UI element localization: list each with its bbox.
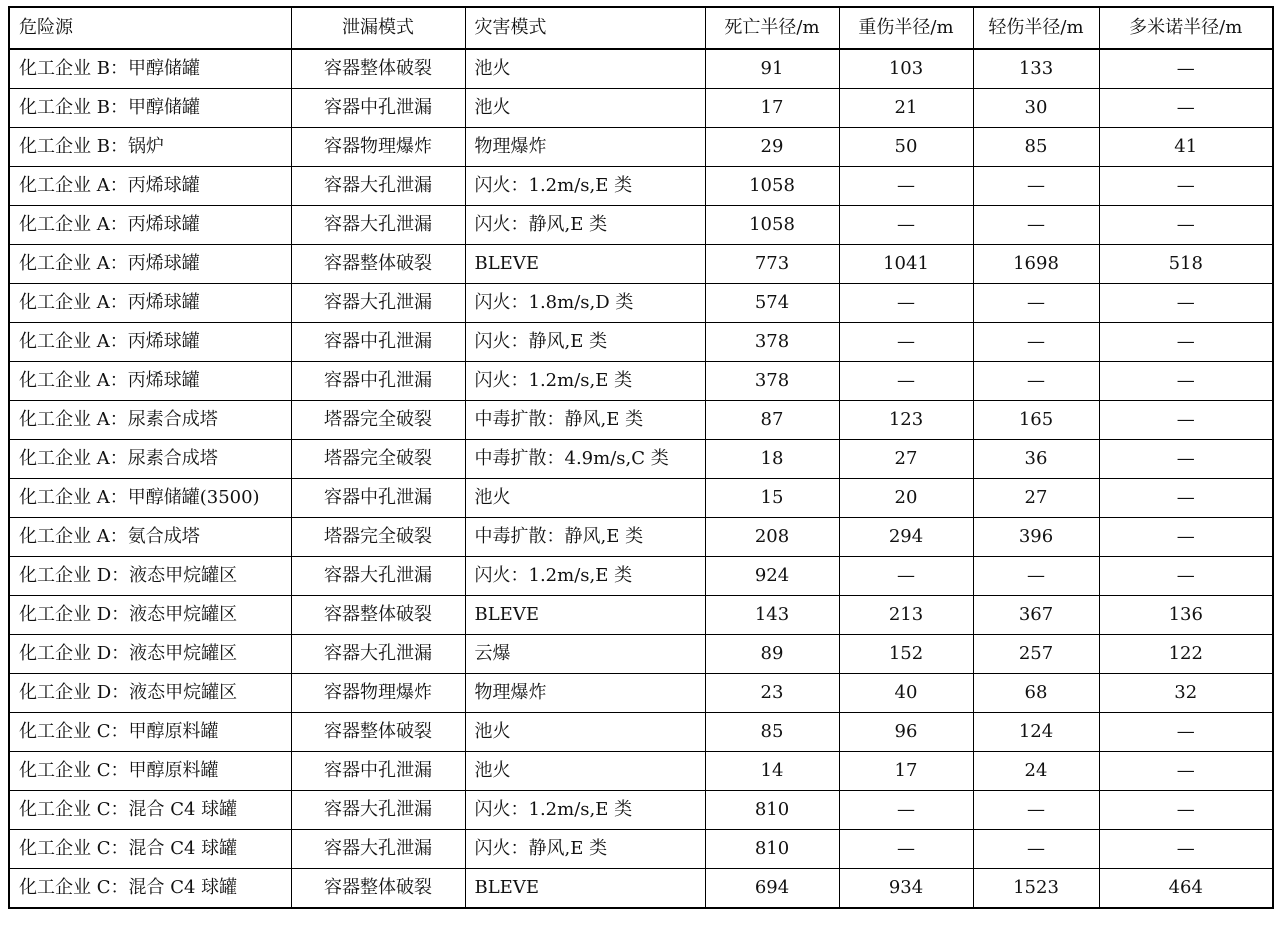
table-row — [9, 128, 1273, 167]
domino-radius-cell: — — [1099, 518, 1273, 557]
disaster-mode-cell: 物理爆炸 — [465, 674, 705, 713]
serious-injury-radius-cell: — — [839, 206, 973, 245]
table-row — [9, 49, 1273, 89]
minor-injury-radius-cell: — — [973, 323, 1099, 362]
table-row — [9, 362, 1273, 401]
domino-radius-cell: — — [1099, 323, 1273, 362]
hazard-source-cell: 化工企业 A：丙烯球罐 — [9, 245, 291, 284]
disaster-mode-cell: 池火 — [465, 479, 705, 518]
minor-injury-radius-cell: 24 — [973, 752, 1099, 791]
hazard-source-cell: 化工企业 A：丙烯球罐 — [9, 167, 291, 206]
domino-radius-cell: 32 — [1099, 674, 1273, 713]
hazard-source-cell: 化工企业 C：甲醇原料罐 — [9, 713, 291, 752]
disaster-mode-cell: 闪火：1.2m/s,E 类 — [465, 791, 705, 830]
hazard-table-container — [8, 6, 1272, 909]
serious-injury-radius-cell: 17 — [839, 752, 973, 791]
domino-radius-cell: — — [1099, 752, 1273, 791]
serious-injury-radius-cell: — — [839, 791, 973, 830]
hazard-source-cell: 化工企业 A：氨合成塔 — [9, 518, 291, 557]
disaster-mode-cell: 闪火：1.2m/s,E 类 — [465, 362, 705, 401]
hazard-radius-table — [8, 6, 1274, 909]
minor-injury-radius-cell: 124 — [973, 713, 1099, 752]
header-death-radius: 死亡半径/m — [705, 7, 839, 49]
table-row — [9, 284, 1273, 323]
table-row — [9, 518, 1273, 557]
death-radius-cell: 15 — [705, 479, 839, 518]
minor-injury-radius-cell: 85 — [973, 128, 1099, 167]
death-radius-cell: 143 — [705, 596, 839, 635]
header-serious-injury-radius: 重伤半径/m — [839, 7, 973, 49]
death-radius-cell: 29 — [705, 128, 839, 167]
minor-injury-radius-cell: 68 — [973, 674, 1099, 713]
leak-mode-cell: 容器中孔泄漏 — [291, 479, 465, 518]
disaster-mode-cell: 池火 — [465, 713, 705, 752]
disaster-mode-cell: 闪火：1.2m/s,E 类 — [465, 167, 705, 206]
hazard-source-cell: 化工企业 A：甲醇储罐(3500) — [9, 479, 291, 518]
table-row — [9, 830, 1273, 869]
serious-injury-radius-cell: 20 — [839, 479, 973, 518]
table-row — [9, 440, 1273, 479]
leak-mode-cell: 容器大孔泄漏 — [291, 284, 465, 323]
death-radius-cell: 694 — [705, 869, 839, 909]
domino-radius-cell: — — [1099, 830, 1273, 869]
table-row — [9, 167, 1273, 206]
domino-radius-cell: — — [1099, 284, 1273, 323]
table-row — [9, 869, 1273, 909]
minor-injury-radius-cell: 133 — [973, 49, 1099, 89]
leak-mode-cell: 容器大孔泄漏 — [291, 557, 465, 596]
leak-mode-cell: 塔器完全破裂 — [291, 401, 465, 440]
disaster-mode-cell: 物理爆炸 — [465, 128, 705, 167]
hazard-source-cell: 化工企业 D：液态甲烷罐区 — [9, 674, 291, 713]
leak-mode-cell: 容器中孔泄漏 — [291, 752, 465, 791]
table-row — [9, 713, 1273, 752]
table-row — [9, 557, 1273, 596]
leak-mode-cell: 容器大孔泄漏 — [291, 167, 465, 206]
minor-injury-radius-cell: — — [973, 167, 1099, 206]
death-radius-cell: 1058 — [705, 206, 839, 245]
hazard-source-cell: 化工企业 B：锅炉 — [9, 128, 291, 167]
leak-mode-cell: 容器物理爆炸 — [291, 128, 465, 167]
leak-mode-cell: 塔器完全破裂 — [291, 518, 465, 557]
death-radius-cell: 91 — [705, 49, 839, 89]
death-radius-cell: 17 — [705, 89, 839, 128]
minor-injury-radius-cell: 1523 — [973, 869, 1099, 909]
minor-injury-radius-cell: — — [973, 557, 1099, 596]
disaster-mode-cell: 闪火：静风,E 类 — [465, 206, 705, 245]
disaster-mode-cell: 闪火：静风,E 类 — [465, 830, 705, 869]
serious-injury-radius-cell: — — [839, 167, 973, 206]
table-row — [9, 674, 1273, 713]
header-disaster-mode: 灾害模式 — [465, 7, 705, 49]
disaster-mode-cell: BLEVE — [465, 245, 705, 284]
disaster-mode-cell: 中毒扩散：静风,E 类 — [465, 401, 705, 440]
serious-injury-radius-cell: 294 — [839, 518, 973, 557]
hazard-source-cell: 化工企业 B：甲醇储罐 — [9, 89, 291, 128]
death-radius-cell: 810 — [705, 830, 839, 869]
hazard-source-cell: 化工企业 A：丙烯球罐 — [9, 206, 291, 245]
disaster-mode-cell: 中毒扩散：静风,E 类 — [465, 518, 705, 557]
header-row — [9, 7, 1273, 49]
leak-mode-cell: 容器中孔泄漏 — [291, 362, 465, 401]
death-radius-cell: 14 — [705, 752, 839, 791]
hazard-source-cell: 化工企业 C：甲醇原料罐 — [9, 752, 291, 791]
death-radius-cell: 18 — [705, 440, 839, 479]
header-hazard-source: 危险源 — [9, 7, 291, 49]
disaster-mode-cell: 池火 — [465, 752, 705, 791]
serious-injury-radius-cell: 27 — [839, 440, 973, 479]
death-radius-cell: 378 — [705, 362, 839, 401]
hazard-source-cell: 化工企业 D：液态甲烷罐区 — [9, 596, 291, 635]
death-radius-cell: 89 — [705, 635, 839, 674]
disaster-mode-cell: 云爆 — [465, 635, 705, 674]
hazard-source-cell: 化工企业 C：混合 C4 球罐 — [9, 830, 291, 869]
table-body — [9, 49, 1273, 908]
serious-injury-radius-cell: 21 — [839, 89, 973, 128]
table-row — [9, 323, 1273, 362]
leak-mode-cell: 容器大孔泄漏 — [291, 635, 465, 674]
serious-injury-radius-cell: 123 — [839, 401, 973, 440]
disaster-mode-cell: BLEVE — [465, 596, 705, 635]
table-row — [9, 401, 1273, 440]
domino-radius-cell: — — [1099, 206, 1273, 245]
serious-injury-radius-cell: 50 — [839, 128, 973, 167]
minor-injury-radius-cell: 257 — [973, 635, 1099, 674]
table-row — [9, 752, 1273, 791]
leak-mode-cell: 容器整体破裂 — [291, 245, 465, 284]
death-radius-cell: 574 — [705, 284, 839, 323]
serious-injury-radius-cell: 1041 — [839, 245, 973, 284]
disaster-mode-cell: 闪火：静风,E 类 — [465, 323, 705, 362]
leak-mode-cell: 容器大孔泄漏 — [291, 830, 465, 869]
leak-mode-cell: 容器整体破裂 — [291, 869, 465, 909]
minor-injury-radius-cell: — — [973, 362, 1099, 401]
table-row — [9, 206, 1273, 245]
serious-injury-radius-cell: — — [839, 362, 973, 401]
disaster-mode-cell: BLEVE — [465, 869, 705, 909]
minor-injury-radius-cell: 367 — [973, 596, 1099, 635]
header-domino-radius: 多米诺半径/m — [1099, 7, 1273, 49]
minor-injury-radius-cell: — — [973, 791, 1099, 830]
death-radius-cell: 378 — [705, 323, 839, 362]
minor-injury-radius-cell: — — [973, 284, 1099, 323]
serious-injury-radius-cell: — — [839, 323, 973, 362]
table-row — [9, 245, 1273, 284]
disaster-mode-cell: 池火 — [465, 89, 705, 128]
minor-injury-radius-cell: 165 — [973, 401, 1099, 440]
serious-injury-radius-cell: 213 — [839, 596, 973, 635]
domino-radius-cell: 122 — [1099, 635, 1273, 674]
leak-mode-cell: 容器大孔泄漏 — [291, 206, 465, 245]
leak-mode-cell: 容器整体破裂 — [291, 49, 465, 89]
leak-mode-cell: 容器物理爆炸 — [291, 674, 465, 713]
leak-mode-cell: 容器整体破裂 — [291, 713, 465, 752]
domino-radius-cell: 136 — [1099, 596, 1273, 635]
death-radius-cell: 87 — [705, 401, 839, 440]
table-row — [9, 479, 1273, 518]
disaster-mode-cell: 闪火：1.2m/s,E 类 — [465, 557, 705, 596]
leak-mode-cell: 容器中孔泄漏 — [291, 89, 465, 128]
domino-radius-cell: 41 — [1099, 128, 1273, 167]
hazard-source-cell: 化工企业 B：甲醇储罐 — [9, 49, 291, 89]
death-radius-cell: 773 — [705, 245, 839, 284]
death-radius-cell: 85 — [705, 713, 839, 752]
hazard-source-cell: 化工企业 A：尿素合成塔 — [9, 440, 291, 479]
domino-radius-cell: — — [1099, 479, 1273, 518]
table-row — [9, 635, 1273, 674]
leak-mode-cell: 容器整体破裂 — [291, 596, 465, 635]
hazard-source-cell: 化工企业 D：液态甲烷罐区 — [9, 635, 291, 674]
table-header — [9, 7, 1273, 49]
death-radius-cell: 208 — [705, 518, 839, 557]
minor-injury-radius-cell: 1698 — [973, 245, 1099, 284]
domino-radius-cell: — — [1099, 167, 1273, 206]
serious-injury-radius-cell: — — [839, 557, 973, 596]
domino-radius-cell: — — [1099, 362, 1273, 401]
serious-injury-radius-cell: 152 — [839, 635, 973, 674]
death-radius-cell: 1058 — [705, 167, 839, 206]
serious-injury-radius-cell: — — [839, 830, 973, 869]
hazard-source-cell: 化工企业 A：丙烯球罐 — [9, 284, 291, 323]
domino-radius-cell: — — [1099, 713, 1273, 752]
leak-mode-cell: 容器中孔泄漏 — [291, 323, 465, 362]
serious-injury-radius-cell: 103 — [839, 49, 973, 89]
serious-injury-radius-cell: 934 — [839, 869, 973, 909]
header-minor-injury-radius: 轻伤半径/m — [973, 7, 1099, 49]
death-radius-cell: 924 — [705, 557, 839, 596]
minor-injury-radius-cell: 30 — [973, 89, 1099, 128]
minor-injury-radius-cell: — — [973, 830, 1099, 869]
hazard-source-cell: 化工企业 C：混合 C4 球罐 — [9, 869, 291, 909]
table-row — [9, 89, 1273, 128]
domino-radius-cell: — — [1099, 440, 1273, 479]
minor-injury-radius-cell: 27 — [973, 479, 1099, 518]
hazard-source-cell: 化工企业 A：丙烯球罐 — [9, 323, 291, 362]
death-radius-cell: 810 — [705, 791, 839, 830]
leak-mode-cell: 塔器完全破裂 — [291, 440, 465, 479]
domino-radius-cell: — — [1099, 557, 1273, 596]
hazard-source-cell: 化工企业 A：丙烯球罐 — [9, 362, 291, 401]
serious-injury-radius-cell: 96 — [839, 713, 973, 752]
domino-radius-cell: — — [1099, 791, 1273, 830]
death-radius-cell: 23 — [705, 674, 839, 713]
disaster-mode-cell: 闪火：1.8m/s,D 类 — [465, 284, 705, 323]
disaster-mode-cell: 池火 — [465, 49, 705, 89]
disaster-mode-cell: 中毒扩散：4.9m/s,C 类 — [465, 440, 705, 479]
leak-mode-cell: 容器大孔泄漏 — [291, 791, 465, 830]
header-leak-mode: 泄漏模式 — [291, 7, 465, 49]
domino-radius-cell: — — [1099, 401, 1273, 440]
table-row — [9, 791, 1273, 830]
hazard-source-cell: 化工企业 A：尿素合成塔 — [9, 401, 291, 440]
domino-radius-cell: — — [1099, 49, 1273, 89]
serious-injury-radius-cell: 40 — [839, 674, 973, 713]
domino-radius-cell: 518 — [1099, 245, 1273, 284]
hazard-source-cell: 化工企业 C：混合 C4 球罐 — [9, 791, 291, 830]
domino-radius-cell: 464 — [1099, 869, 1273, 909]
hazard-source-cell: 化工企业 D：液态甲烷罐区 — [9, 557, 291, 596]
minor-injury-radius-cell: 36 — [973, 440, 1099, 479]
table-row — [9, 596, 1273, 635]
minor-injury-radius-cell: 396 — [973, 518, 1099, 557]
domino-radius-cell: — — [1099, 89, 1273, 128]
minor-injury-radius-cell: — — [973, 206, 1099, 245]
serious-injury-radius-cell: — — [839, 284, 973, 323]
